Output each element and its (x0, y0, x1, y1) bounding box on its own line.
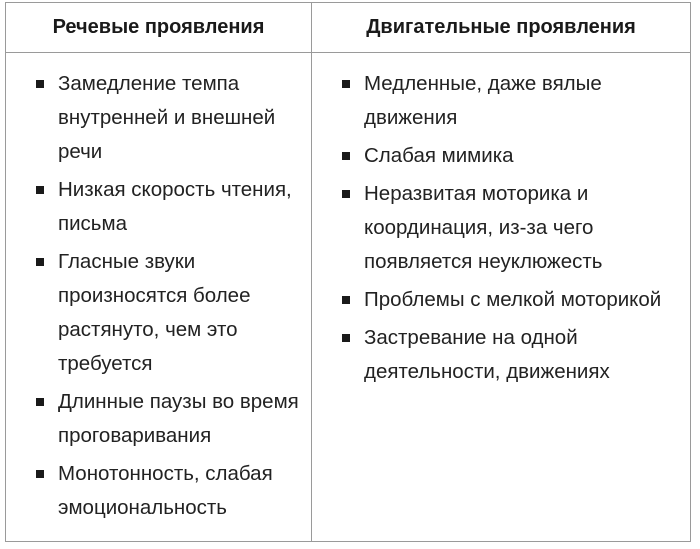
list-item: Замедление темпа внутренней и внешней речи (6, 67, 311, 169)
list-item: Слабая мимика (312, 139, 690, 173)
list-item: Медленные, даже вялые движения (312, 67, 690, 135)
square-bullet-icon (36, 258, 44, 266)
list-item: Застревание на одной деятельности, движениях (312, 321, 690, 389)
speech-list (6, 67, 311, 525)
list-item: Неразвитая моторика и координация, из-за чего появляется неуклюжесть (312, 177, 690, 279)
square-bullet-icon (342, 334, 350, 342)
square-bullet-icon (342, 296, 350, 304)
comparison-table (5, 2, 691, 542)
square-bullet-icon (36, 398, 44, 406)
list-item: Проблемы с мелкой моторикой (312, 283, 690, 317)
list-item: Низкая скорость чтения, письма (6, 173, 311, 241)
header-speech: Речевые проявления (6, 3, 312, 53)
list-item: Длинные паузы во время проговаривания (6, 385, 311, 453)
square-bullet-icon (36, 80, 44, 88)
square-bullet-icon (342, 190, 350, 198)
square-bullet-icon (36, 470, 44, 478)
square-bullet-icon (36, 186, 44, 194)
header-motor: Двигательные проявления (312, 3, 690, 53)
square-bullet-icon (342, 152, 350, 160)
square-bullet-icon (342, 80, 350, 88)
motor-list (312, 67, 690, 389)
motor-column (312, 53, 690, 541)
list-item: Монотонность, слабая эмоциональность (6, 457, 311, 525)
speech-column (6, 53, 312, 541)
list-item: Гласные звуки произносятся более растянуто, чем это требуется (6, 245, 311, 381)
